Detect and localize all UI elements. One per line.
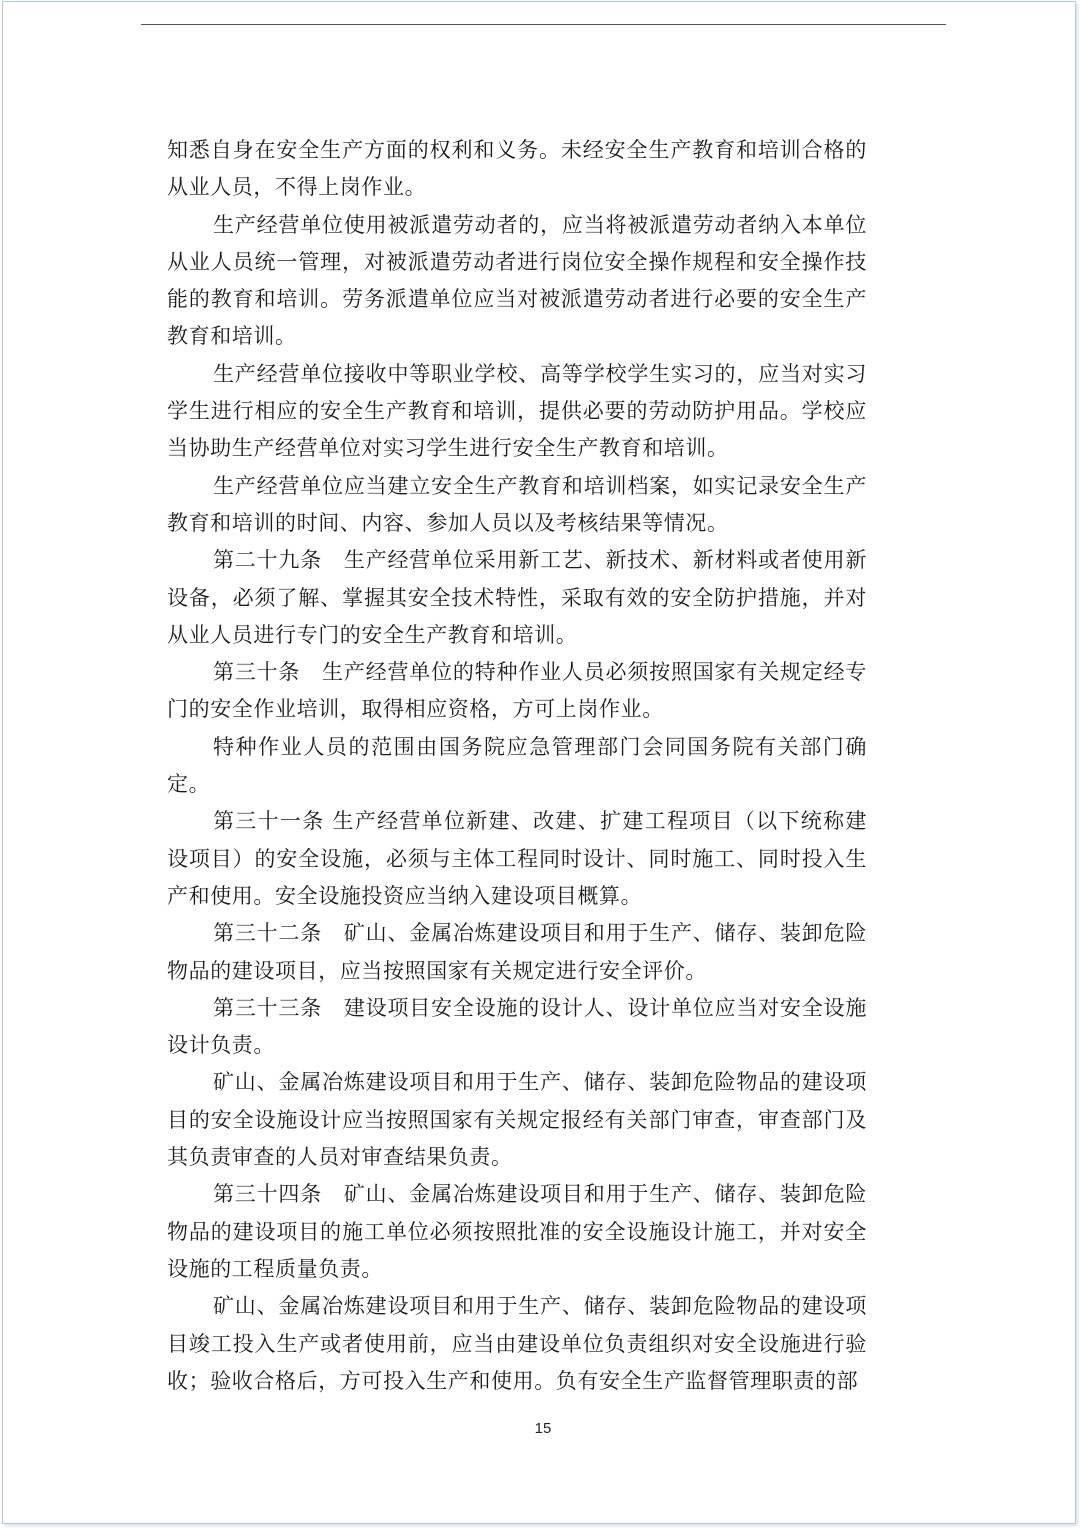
header-rule: [141, 24, 946, 25]
article-33: 第三十三条 建设项目安全设施的设计人、设计单位应当对安全设施设计负责。: [167, 995, 867, 1058]
article-32: 第三十二条 矿山、金属冶炼建设项目和用于生产、储存、装卸危险物品的建设项目，应当按照国家有关规定进行安全评价。: [167, 921, 867, 983]
document-page: [2, 1, 1076, 1524]
paragraph: 矿山、金属冶炼建设项目和用于生产、储存、装卸危险物品的建设项目竣工投入生产或者使用前，应当由建设单位负责组织对安全设施进行验收；验收合格后，方可投入生产和使用。负有安全生产监督管理职责的部: [167, 1294, 867, 1393]
article-30: 第三十条 生产经营单位的特种作业人员必须按照国家有关规定经专门的安全作业培训，取得相应资格，方可上岗作业。: [167, 660, 867, 722]
paragraph: 矿山、金属冶炼建设项目和用于生产、储存、装卸危险物品的建设项目的安全设施设计应当按照国家有关规定报经有关部门审查，审查部门及其负责审查的人员对审查结果负责。: [167, 1070, 867, 1170]
paragraph: 生产经营单位应当建立安全生产教育和培训档案，如实记录安全生产教育和培训的时间、内容、参加人员以及考核结果等情况。: [167, 473, 867, 535]
page-number: 15: [534, 1420, 552, 1437]
article-34: 第三十四条 矿山、金属冶炼建设项目和用于生产、储存、装卸危险物品的建设项目的施工单位必须按照批准的安全设施设计施工，并对安全设施的工程质量负责。: [167, 1182, 867, 1281]
article-31: 第三十一条 生产经营单位新建、改建、扩建工程项目（以下统称建设项目）的安全设施，必须与主体工程同时设计、同时施工、同时投入生产和使用。安全设施投资应当纳入建设项目概算。: [167, 809, 867, 908]
paragraph: 生产经营单位接收中等职业学校、高等学校学生实习的，应当对实习学生进行相应的安全生产教育和培训，提供必要的劳动防护用品。学校应当协助生产经营单位对实习学生进行安全生产教育和培训。: [167, 361, 867, 461]
document-body: [167, 132, 867, 1400]
paragraph: 知悉自身在安全生产方面的权利和义务。未经安全生产教育和培训合格的从业人员，不得上岗作业。: [167, 138, 867, 200]
paragraph: 特种作业人员的范围由国务院应急管理部门会同国务院有关部门确定。: [167, 734, 867, 797]
article-29: 第二十九条 生产经营单位采用新工艺、新技术、新材料或者使用新设备，必须了解、掌握其安全技术特性，采取有效的安全防护措施，并对从业人员进行专门的安全生产教育和培训。: [167, 548, 867, 647]
paragraph: 生产经营单位使用被派遣劳动者的，应当将被派遣劳动者纳入本单位从业人员统一管理，对被派遣劳动者进行岗位安全操作规程和安全操作技能的教育和培训。劳务派遣单位应当对被派遣劳动者进行必要的安全生产教育和培训。: [167, 212, 867, 349]
